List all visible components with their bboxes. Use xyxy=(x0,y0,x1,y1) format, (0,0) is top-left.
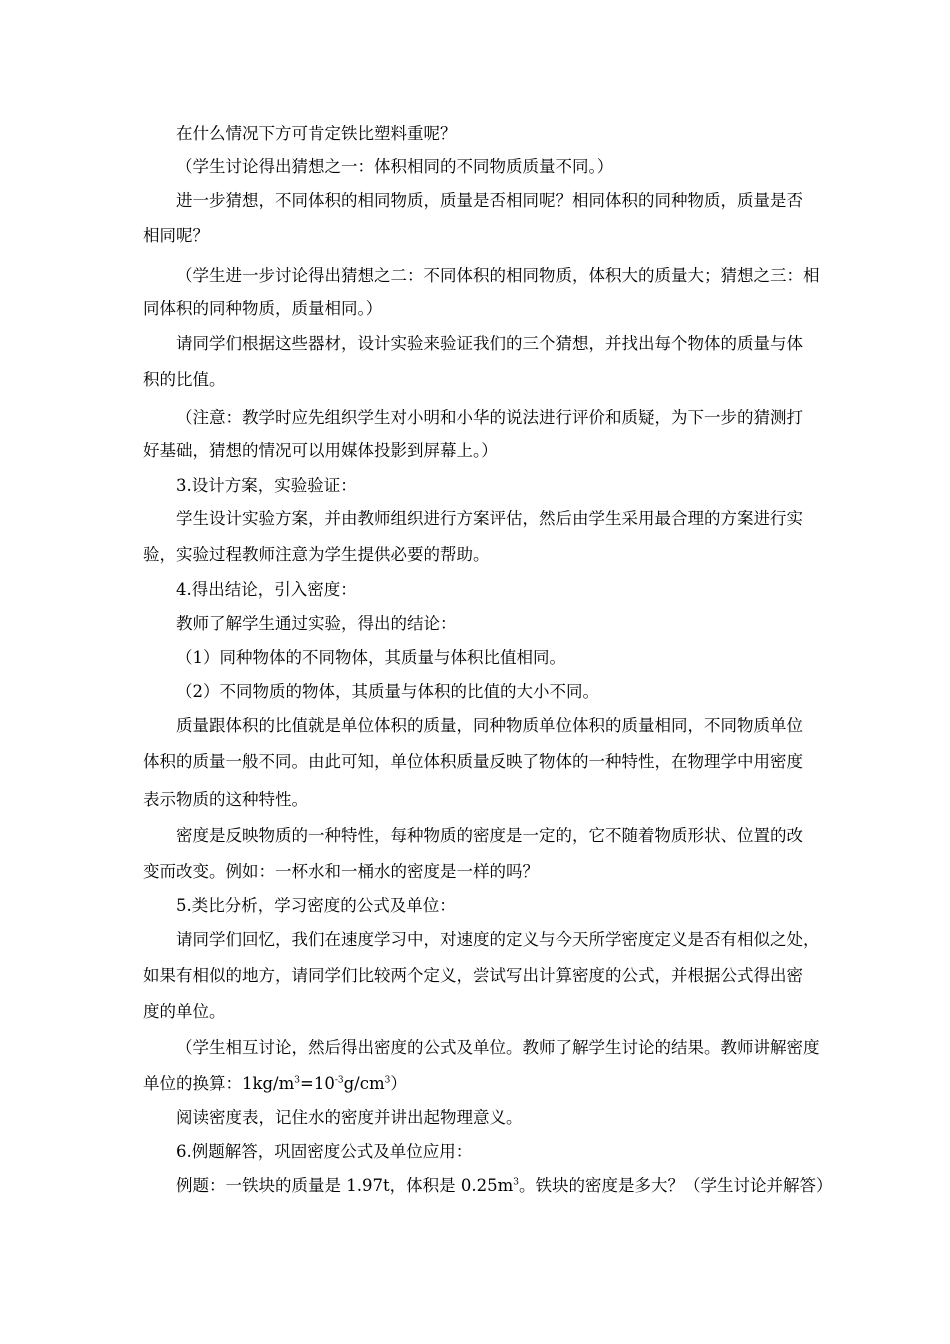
paragraph-line: 表示物质的这种特性。 xyxy=(143,790,308,809)
example-exponent: 3 xyxy=(513,1177,519,1188)
paragraph-line: 度的单位。 xyxy=(143,1002,226,1021)
unit-exponent: -3 xyxy=(334,1075,344,1086)
unit-line-suffix: ） xyxy=(390,1074,407,1093)
unit-conversion-line xyxy=(143,1074,407,1094)
unit-exponent: 3 xyxy=(384,1075,391,1086)
paragraph-line: 验，实验过程教师注意为学生提供必要的帮助。 xyxy=(143,545,490,564)
paragraph-line: 同体积的同种物质，质量相同。） xyxy=(143,299,383,318)
paragraph-line: 请同学们根据这些器材，设计实验来验证我们的三个猜想，并找出每个物体的质量与体 xyxy=(176,334,803,353)
paragraph-line: 如果有相似的地方，请同学们比较两个定义，尝试写出计算密度的公式，并根据公式得出密 xyxy=(143,966,803,985)
paragraph-line: 密度是反映物质的一种特性，每种物质的密度是一定的，它不随着物质形状、位置的改 xyxy=(176,826,803,845)
paragraph-line: 积的比值。 xyxy=(143,370,226,389)
example-suffix: 。铁块的密度是多大？（学生讨论并解答） xyxy=(518,1176,833,1195)
unit-line-prefix: 单位的换算：1kg/m xyxy=(143,1074,295,1093)
paragraph-line: （学生进一步讨论得出猜想之二：不同体积的相同物质，体积大的质量大；猜想之三：相 xyxy=(176,266,820,285)
unit-exponent: 3 xyxy=(294,1075,300,1086)
paragraph-line: 好基础，猜想的情况可以用媒体投影到屏幕上。） xyxy=(143,441,498,460)
paragraph-line: 学生设计实验方案，并由教师组织进行方案评估，然后由学生采用最合理的方案进行实 xyxy=(176,509,803,528)
paragraph-line: 质量跟体积的比值就是单位体积的质量，同种物质单位体积的质量相同，不同物质单位 xyxy=(176,716,803,735)
paragraph-line: （学生讨论得出猜想之一：体积相同的不同物质质量不同。） xyxy=(176,157,614,176)
paragraph-line: 进一步猜想，不同体积的相同物质，质量是否相同呢？相同体积的同种物质，质量是否 xyxy=(176,191,803,210)
section-heading: 4.得出结论，引入密度： xyxy=(176,580,357,599)
paragraph-line: 阅读密度表，记住水的密度并讲出起物理意义。 xyxy=(176,1108,523,1127)
paragraph-line: （学生相互讨论，然后得出密度的公式及单位。教师了解学生讨论的结果。教师讲解密度 xyxy=(176,1038,820,1057)
unit-line-mid: =10 xyxy=(300,1074,335,1093)
section-heading: 6.例题解答，巩固密度公式及单位应用： xyxy=(176,1142,473,1161)
section-heading: 5.类比分析，学习密度的公式及单位： xyxy=(176,896,456,915)
section-heading: 3.设计方案，实验验证： xyxy=(176,476,357,495)
example-prefix: 例题：一铁块的质量是 1.97t，体积是 0.25m xyxy=(176,1176,514,1195)
paragraph-line: 相同呢？ xyxy=(143,226,209,245)
paragraph-line: 请同学们回忆，我们在速度学习中，对速度的定义与今天所学密度定义是否有相似之处， xyxy=(176,930,820,949)
paragraph-line: 在什么情况下方可肯定铁比塑料重呢？ xyxy=(176,124,457,143)
unit-line-unit: g/cm xyxy=(343,1074,385,1093)
paragraph-line: 教师了解学生通过实验，得出的结论： xyxy=(176,614,457,633)
example-line xyxy=(176,1176,832,1196)
paragraph-line: 变而改变。例如：一杯水和一桶水的密度是一样的吗？ xyxy=(143,862,539,881)
paragraph-line: 体积的质量一般不同。由此可知，单位体积质量反映了物体的一种特性，在物理学中用密度 xyxy=(143,752,803,771)
list-item: （1）同种物体的不同物体，其质量与体积比值相同。 xyxy=(176,648,566,667)
paragraph-line: （注意：教学时应先组织学生对小明和小华的说法进行评价和质疑，为下一步的猜测打 xyxy=(176,408,803,427)
list-item: （2）不同物质的物体，其质量与体积的比值的大小不同。 xyxy=(176,682,599,701)
